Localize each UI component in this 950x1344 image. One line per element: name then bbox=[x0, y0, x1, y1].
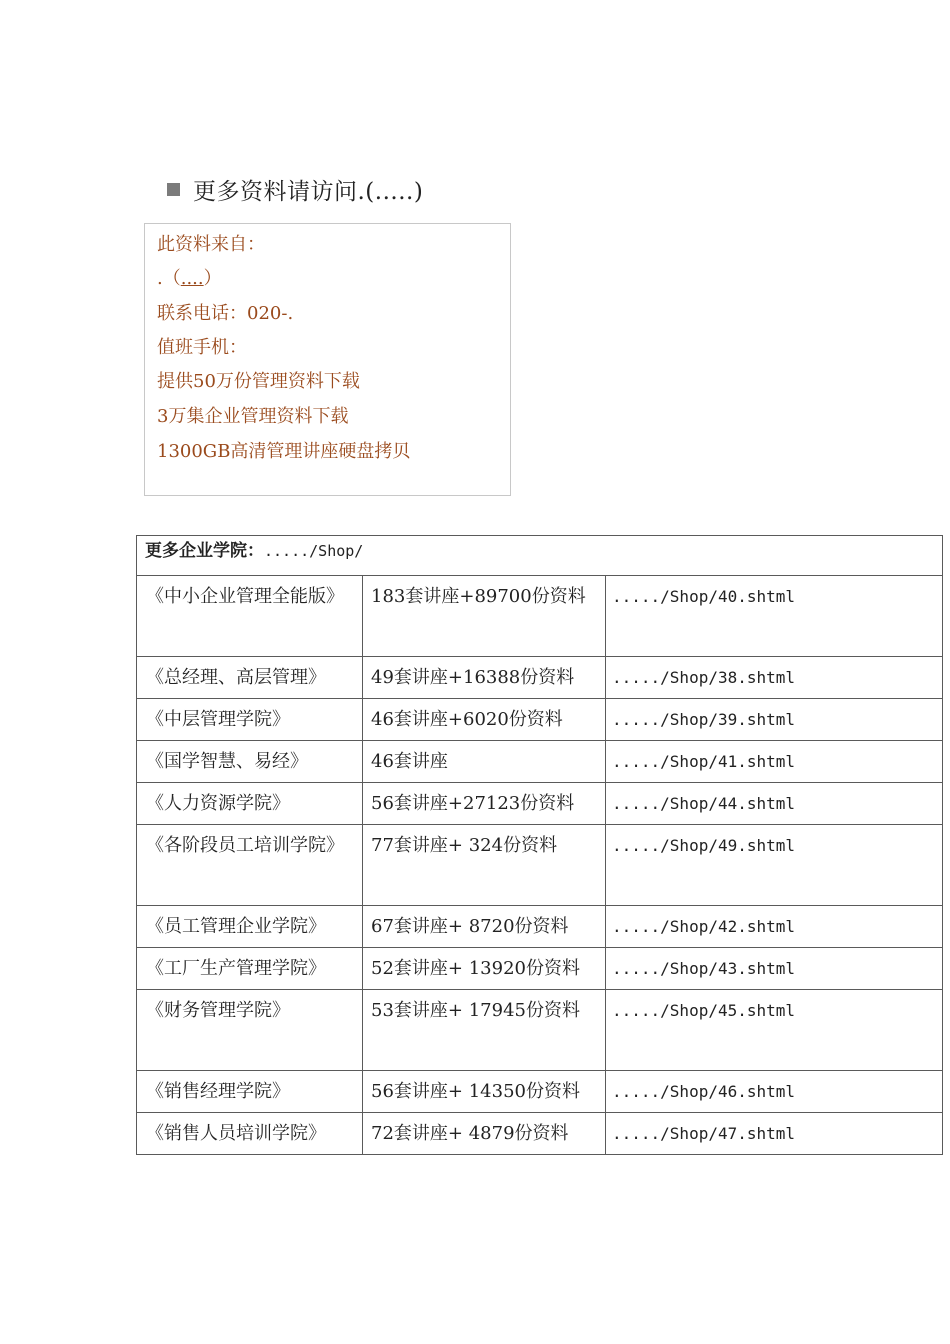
course-name: 《人力资源学院》 bbox=[137, 783, 363, 825]
course-content: 72套讲座+ 4879份资料 bbox=[363, 1113, 606, 1155]
table-row bbox=[137, 576, 943, 657]
course-url[interactable]: ...../Shop/43.shtml bbox=[606, 948, 943, 990]
table-row bbox=[137, 948, 943, 990]
course-content: 77套讲座+ 324份资料 bbox=[363, 825, 606, 906]
table-row bbox=[137, 1071, 943, 1113]
course-name: 《中层管理学院》 bbox=[137, 699, 363, 741]
table-row bbox=[137, 1113, 943, 1155]
catalog-header-url[interactable]: ...../Shop/ bbox=[264, 542, 364, 560]
heading-text: 更多资料请访问.(.....) bbox=[193, 178, 424, 205]
course-name: 《总经理、高层管理》 bbox=[137, 657, 363, 699]
catalog-header-cell bbox=[137, 536, 943, 576]
source-site-link[interactable]: .... bbox=[180, 268, 204, 289]
course-url[interactable]: ...../Shop/44.shtml bbox=[606, 783, 943, 825]
table-row bbox=[137, 699, 943, 741]
table-row bbox=[137, 825, 943, 906]
course-name: 《销售人员培训学院》 bbox=[137, 1113, 363, 1155]
offer-line-3: 1300GB高清管理讲座硬盘拷贝 bbox=[157, 441, 411, 462]
offer-line-2: 3万集企业管理资料下载 bbox=[157, 406, 349, 427]
course-url[interactable]: ...../Shop/40.shtml bbox=[606, 576, 943, 657]
course-content: 56套讲座+27123份资料 bbox=[363, 783, 606, 825]
course-name: 《国学智慧、易经》 bbox=[137, 741, 363, 783]
course-name: 《销售经理学院》 bbox=[137, 1071, 363, 1113]
square-bullet-icon bbox=[167, 183, 180, 196]
course-content: 183套讲座+89700份资料 bbox=[363, 576, 606, 657]
source-site-suffix: ） bbox=[203, 268, 222, 289]
course-url[interactable]: ...../Shop/45.shtml bbox=[606, 990, 943, 1071]
table-row bbox=[137, 990, 943, 1071]
table-row bbox=[137, 657, 943, 699]
course-name: 《中小企业管理全能版》 bbox=[137, 576, 363, 657]
table-row bbox=[137, 741, 943, 783]
catalog-header-row bbox=[137, 536, 943, 576]
course-name: 《各阶段员工培训学院》 bbox=[137, 825, 363, 906]
offer-line-1: 提供50万份管理资料下载 bbox=[157, 371, 360, 392]
course-url[interactable]: ...../Shop/39.shtml bbox=[606, 699, 943, 741]
course-content: 49套讲座+16388份资料 bbox=[363, 657, 606, 699]
course-catalog-table bbox=[136, 535, 943, 1155]
source-site-prefix: .（ bbox=[157, 268, 181, 289]
course-name: 《员工管理企业学院》 bbox=[137, 906, 363, 948]
page-heading bbox=[167, 172, 423, 206]
course-url[interactable]: ...../Shop/41.shtml bbox=[606, 741, 943, 783]
source-from-label: 此资料来自： bbox=[157, 234, 265, 255]
course-url[interactable]: ...../Shop/38.shtml bbox=[606, 657, 943, 699]
table-row bbox=[137, 906, 943, 948]
duty-mobile: 值班手机： bbox=[157, 337, 247, 358]
course-content: 56套讲座+ 14350份资料 bbox=[363, 1071, 606, 1113]
course-content: 53套讲座+ 17945份资料 bbox=[363, 990, 606, 1071]
catalog-header-label: 更多企业学院： bbox=[145, 541, 264, 561]
course-content: 46套讲座+6020份资料 bbox=[363, 699, 606, 741]
course-content: 52套讲座+ 13920份资料 bbox=[363, 948, 606, 990]
course-name: 《财务管理学院》 bbox=[137, 990, 363, 1071]
table-row bbox=[137, 783, 943, 825]
course-url[interactable]: ...../Shop/46.shtml bbox=[606, 1071, 943, 1113]
course-url[interactable]: ...../Shop/49.shtml bbox=[606, 825, 943, 906]
course-content: 46套讲座 bbox=[363, 741, 606, 783]
source-info-box bbox=[144, 223, 511, 496]
contact-phone: 联系电话：020-. bbox=[157, 303, 294, 324]
source-site-line bbox=[157, 264, 222, 290]
course-content: 67套讲座+ 8720份资料 bbox=[363, 906, 606, 948]
course-name: 《工厂生产管理学院》 bbox=[137, 948, 363, 990]
course-url[interactable]: ...../Shop/42.shtml bbox=[606, 906, 943, 948]
course-url[interactable]: ...../Shop/47.shtml bbox=[606, 1113, 943, 1155]
